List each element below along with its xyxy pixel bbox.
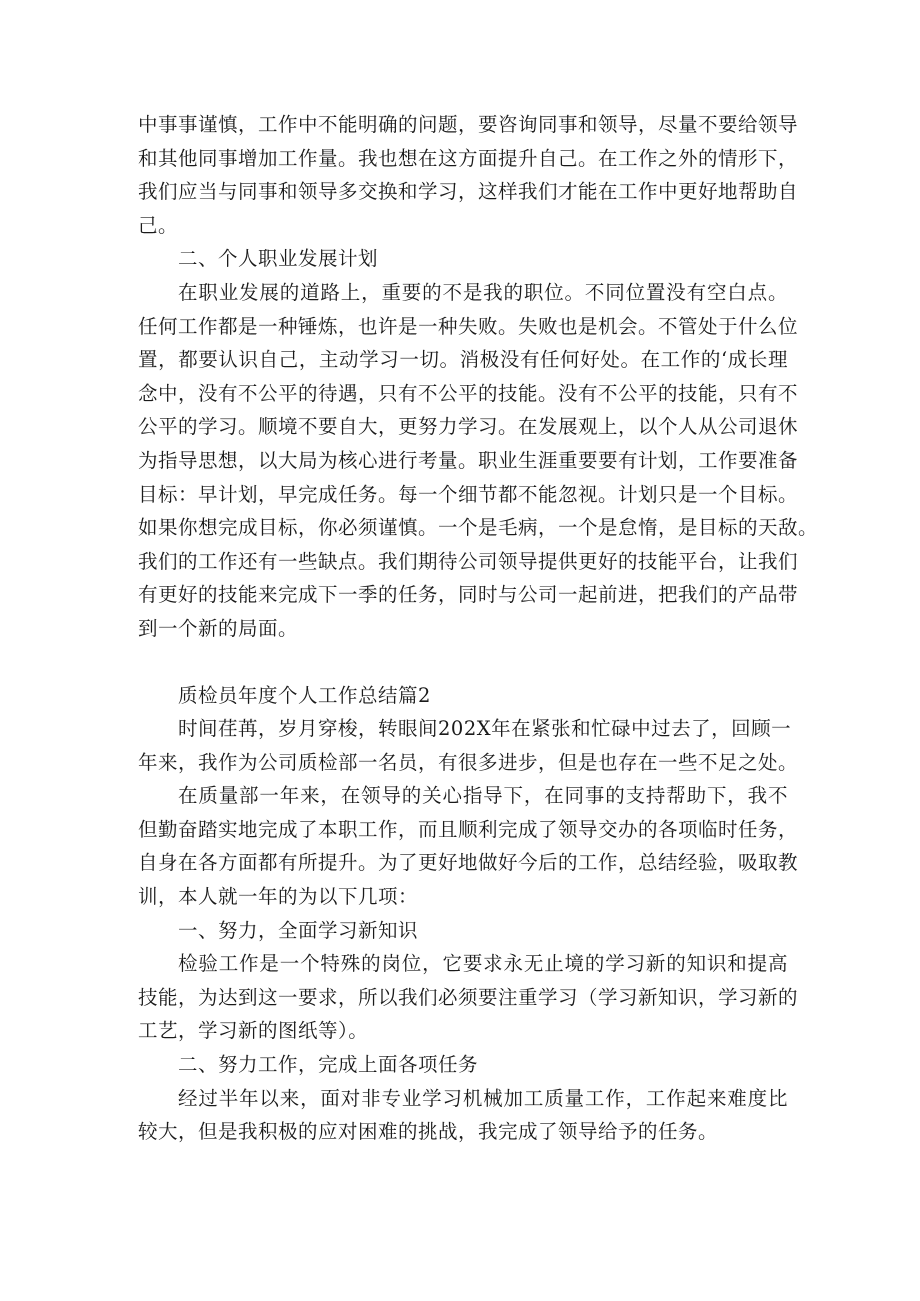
- text-line: 我们的工作还有一些缺点。我们期待公司领导提供更好的技能平台，让我们: [138, 549, 799, 573]
- document-page: [138, 108, 819, 1149]
- text-line: 经过半年以来，面对非专业学习机械加工质量工作，工作起来难度比: [178, 1086, 788, 1110]
- text-line: 目标：早计划，早完成任务。每一个细节都不能忽视。计划只是一个目标。: [138, 482, 799, 506]
- paragraph-work: [138, 1082, 788, 1149]
- text-line: 中事事谨慎，工作中不能明确的问题，要咨询同事和领导，尽量不要给领导: [138, 113, 799, 136]
- text-line: 检验工作是一个特殊的岗位，它要求永无止境的学习新的知识和提高: [178, 952, 788, 976]
- section-heading-study: 一、努力，全面学习新知识: [178, 918, 419, 942]
- paragraph-continued: [138, 108, 799, 242]
- text-line: 年来，我作为公司质检部一名员，有很多进步，但是也存在一些不足之处。: [138, 750, 799, 774]
- text-line: 置，都要认识自己，主动学习一切。消极没有任何好处。在工作的‘成长理: [138, 348, 788, 372]
- text-line: 在质量部一年来，在领导的关心指导下，在同事的支持帮助下，我不: [178, 784, 788, 808]
- text-line: 到一个新的局面。: [138, 616, 299, 640]
- text-line: 工艺，学习新的图纸等）。: [138, 1019, 369, 1043]
- paragraph-intro: [138, 712, 799, 779]
- paragraph-study: [138, 947, 799, 1048]
- text-line: 但勤奋踏实地完成了本职工作，而且顺利完成了领导交办的各项临时任务，: [138, 817, 799, 841]
- part-title: 质检员年度个人工作总结篇2: [178, 683, 431, 707]
- text-line: 如果你想完成目标，你必须谨慎。一个是毛病，一个是怠惰，是目标的天敌。: [138, 516, 819, 540]
- text-line: 较大，但是我积极的应对困难的挑战，我完成了领导给予的任务。: [138, 1120, 719, 1144]
- text-line: 训，本人就一年的为以下几项：: [138, 885, 419, 909]
- text-line: 公平的学习。顺境不要自大，更努力学习。在发展观上，以个人从公司退休: [138, 415, 799, 439]
- section-heading-career: 二、个人职业发展计划: [178, 247, 379, 271]
- paragraph-career: [138, 276, 819, 646]
- text-line: 时间荏苒，岁月穿梭，转眼间202X年在紧张和忙碌中过去了，回顾一: [178, 717, 792, 741]
- text-line: 自身在各方面都有所提升。为了更好地做好今后的工作，总结经验，吸取教: [138, 851, 799, 875]
- text-line: 我们应当与同事和领导多交换和学习，这样我们才能在工作中更好地帮助自: [138, 180, 799, 204]
- text-line: 为指导思想，以大局为核心进行考量。职业生涯重要要有计划，工作要准备: [138, 448, 799, 472]
- text-line: 己。: [138, 213, 179, 237]
- text-line: 技能，为达到这一要求，所以我们必须要注重学习（学习新知识，学习新的: [138, 985, 799, 1009]
- section-heading-work: 二、努力工作，完成上面各项任务: [178, 1053, 479, 1077]
- text-line: 有更好的技能来完成下一季的任务，同时与公司一起前进，把我们的产品带: [138, 583, 799, 607]
- text-line: 任何工作都是一种锤炼，也许是一种失败。失败也是机会。不管处于什么位: [138, 314, 799, 338]
- text-line: 念中，没有不公平的待遇，只有不公平的技能。没有不公平的技能，只有不: [138, 381, 799, 405]
- spacer: [138, 646, 788, 679]
- text-line: 和其他同事增加工作量。我也想在这方面提升自己。在工作之外的情形下，: [138, 146, 799, 170]
- text-line: 在职业发展的道路上，重要的不是我的职位。不同位置没有空白点。: [178, 280, 788, 304]
- paragraph-quality: [138, 779, 799, 913]
